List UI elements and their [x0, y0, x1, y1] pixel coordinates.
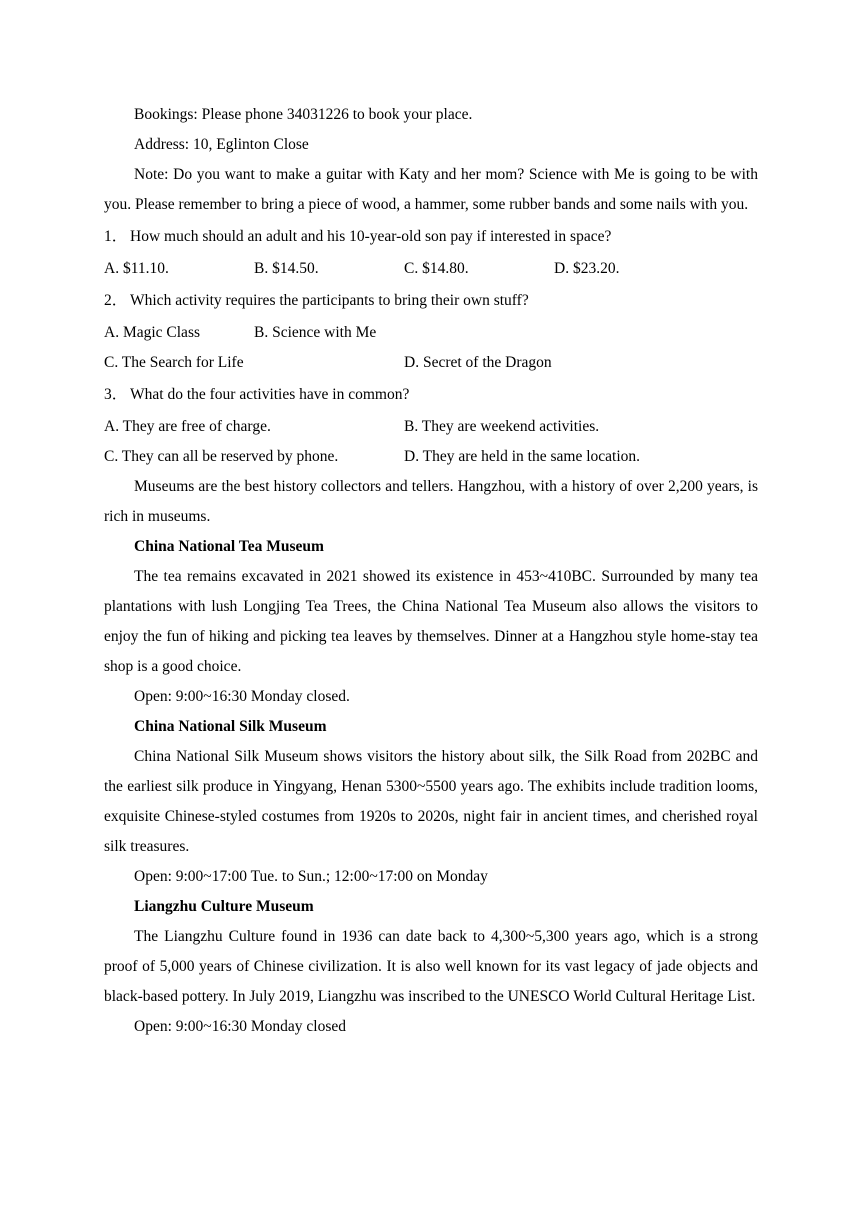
museum-description: China National Silk Museum shows visitors the history about silk, the Silk Road from 202BC and the earliest silk produce in Yingyang, Henan 5300~5500 years ago. The exhibits include tradition looms, exquisite Chinese-styled costumes from 1920s to 2020s, night fair in ancient times, and cherished royal silk treasures. [104, 748, 758, 855]
option-d[interactable]: D. Secret of the Dragon [404, 354, 552, 371]
question-1-options [104, 254, 758, 284]
question-3-options-row1 [104, 412, 758, 442]
question-2 [104, 286, 758, 316]
question-text: What do the four activities have in common? [130, 386, 410, 403]
option-a[interactable]: A. Magic Class [104, 324, 201, 341]
question-1 [104, 222, 758, 252]
intro-paragraph: Museums are the best history collectors and tellers. Hangzhou, with a history of over 2,200 years, is rich in museums. [104, 478, 758, 525]
museum-hours: Open: 9:00~16:30 Monday closed. [134, 688, 350, 705]
option-d[interactable]: D. $23.20. [554, 260, 620, 277]
option-c[interactable]: C. $14.80. [404, 260, 469, 277]
museum-heading: Liangzhu Culture Museum [134, 898, 314, 915]
note-paragraph: Note: Do you want to make a guitar with Katy and her mom? Science with Me is going to be with you. Please remember to bring a piece of wood, a hammer, some rubber bands and some nails with you. [104, 166, 758, 213]
question-3 [104, 380, 758, 410]
option-b[interactable]: B. $14.50. [254, 260, 319, 277]
question-number: 1． [104, 228, 128, 245]
museum-description: The Liangzhu Culture found in 1936 can date back to 4,300~5,300 years ago, which is a strong proof of 5,000 years of Chinese civilization. It is also well known for its vast legacy of jade objects and black-based pottery. In July 2019, Liangzhu was inscribed to the UNESCO World Cultural Heritage List. [104, 928, 758, 1005]
address-line: Address: 10, Eglinton Close [134, 136, 309, 153]
option-a[interactable]: A. $11.10. [104, 260, 169, 277]
option-d[interactable]: D. They are held in the same location. [404, 448, 641, 465]
question-2-options-row1 [104, 318, 758, 348]
question-2-options-row2 [104, 348, 758, 378]
museum-hours: Open: 9:00~17:00 Tue. to Sun.; 12:00~17:00 on Monday [134, 868, 488, 885]
museum-heading: China National Silk Museum [134, 718, 327, 735]
museum-heading: China National Tea Museum [134, 538, 324, 555]
option-c[interactable]: C. The Search for Life [104, 354, 244, 371]
option-b[interactable]: B. They are weekend activities. [404, 418, 600, 435]
question-text: How much should an adult and his 10-year-old son pay if interested in space? [130, 228, 612, 245]
museum-description: The tea remains excavated in 2021 showed its existence in 453~410BC. Surrounded by many tea plantations with lush Longjing Tea Trees, the China National Tea Museum also allows the visitors to enjoy the fun of hiking and picking tea leaves by themselves. Dinner at a Hangzhou style home-stay tea shop is a good choice. [104, 568, 758, 675]
option-a[interactable]: A. They are free of charge. [104, 418, 271, 435]
museum-hours: Open: 9:00~16:30 Monday closed [134, 1018, 347, 1035]
question-text: Which activity requires the participants to bring their own stuff? [130, 292, 529, 309]
question-3-options-row2 [104, 442, 758, 472]
option-b[interactable]: B. Science with Me [254, 324, 377, 341]
option-c[interactable]: C. They can all be reserved by phone. [104, 448, 339, 465]
question-number: 3． [104, 386, 128, 403]
bookings-line: Bookings: Please phone 34031226 to book your place. [134, 106, 473, 123]
question-number: 2． [104, 292, 128, 309]
document-page [104, 100, 758, 1042]
